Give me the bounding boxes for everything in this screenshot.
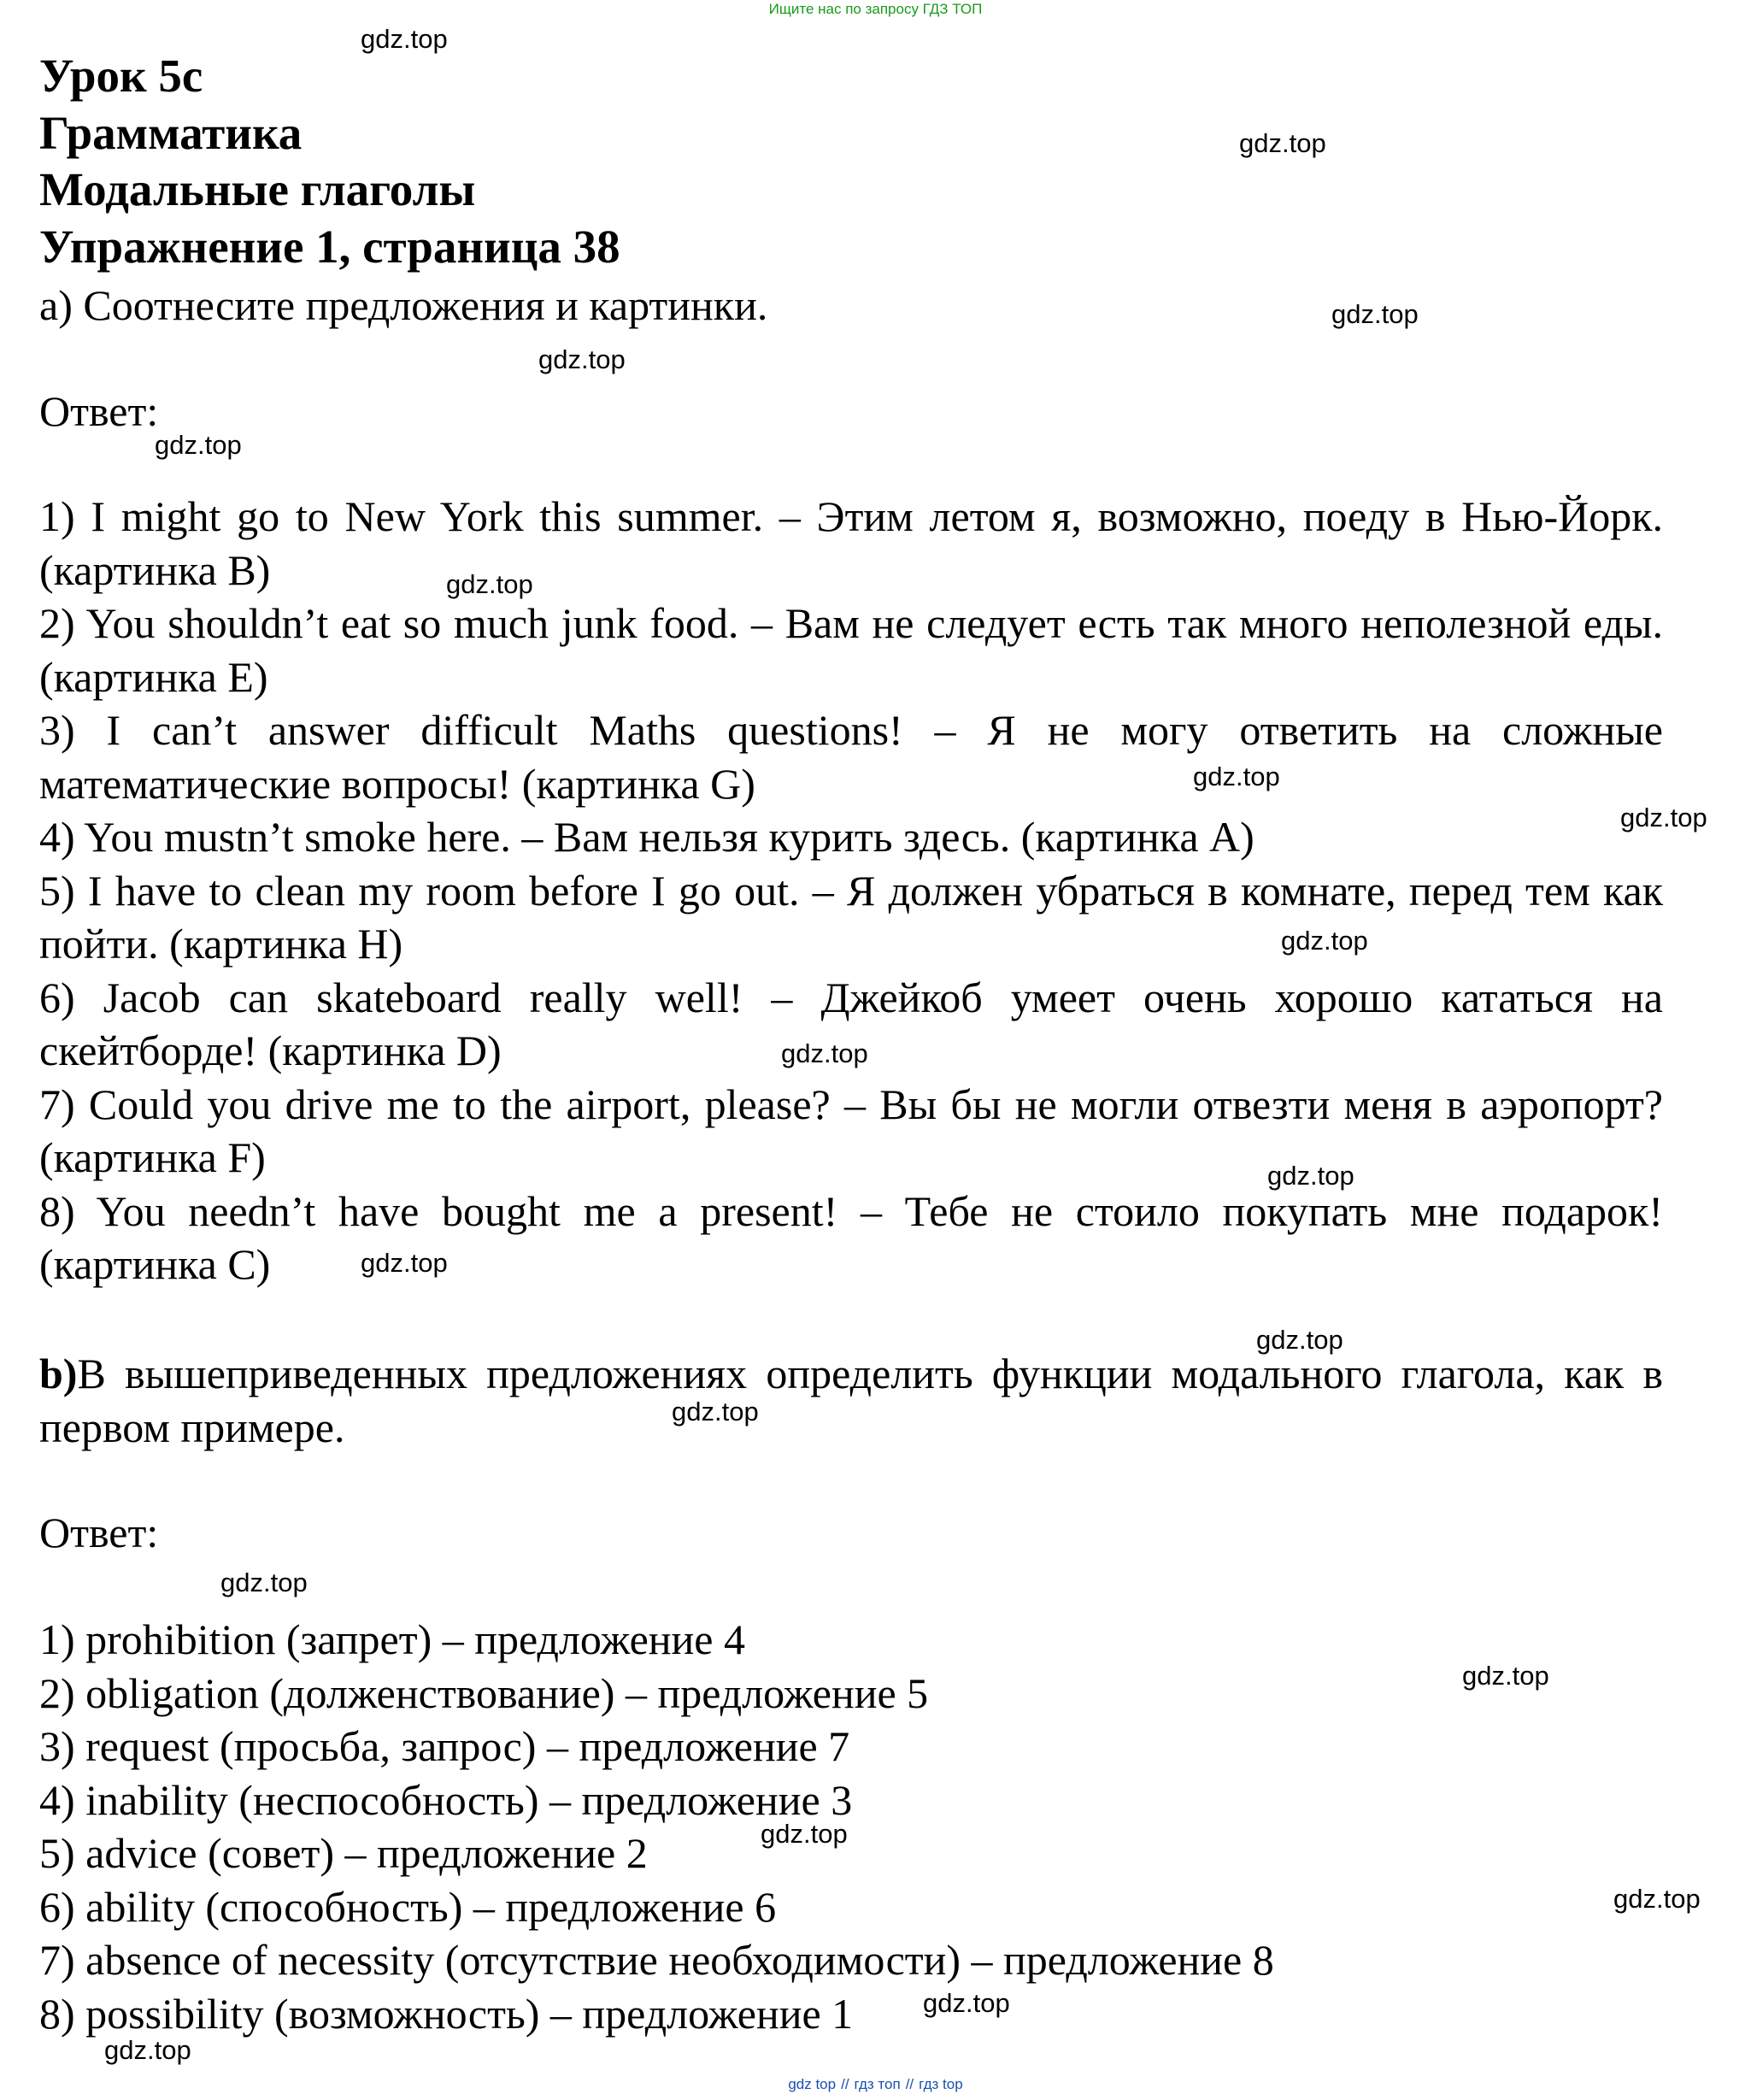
footer-separator: //: [905, 2076, 914, 2092]
watermark: gdz.top: [1331, 299, 1419, 329]
answer-b-item-5: 5) advice (совет) – предложение 2: [39, 1829, 648, 1877]
answer-a-list: [39, 490, 1663, 1291]
watermark: gdz.top: [1193, 762, 1280, 791]
answer-a-item-2: 2) You shouldn’t eat so much junk food. – Вам не следует есть так много неполезной еды. (картинка E): [39, 599, 1663, 701]
task-b-label: b): [39, 1350, 78, 1397]
watermark: gdz.top: [446, 569, 533, 599]
watermark: gdz.top: [672, 1397, 759, 1426]
answer-a-item-4: 4) You mustn’t smoke here. – Вам нельзя курить здесь. (картинка A): [39, 813, 1254, 861]
answer-a-item-6: 6) Jacob can skateboard really well! – Джейкоб умеет очень хорошо кататься на скейтборде! (картинка D): [39, 973, 1663, 1074]
exercise-title: Упражнение 1, страница 38: [39, 221, 620, 273]
answer-a-item-3: 3) I can’t answer difficult Maths questions! – Я не могу ответить на сложные математические вопросы! (картинка G): [39, 706, 1663, 808]
task-a-text: а) Соотнесите предложения и картинки.: [39, 281, 768, 329]
watermark: gdz.top: [1256, 1325, 1343, 1355]
footer-link-gdz-top-ru[interactable]: гдз топ: [854, 2076, 901, 2092]
watermark: gdz.top: [361, 24, 448, 54]
task-b-body: В вышеприведенных предложениях определить функции модального глагола, как в первом примере.: [39, 1350, 1663, 1451]
answer-b-label: Ответ:: [39, 1509, 159, 1556]
answer-a-item-8: 8) You needn’t have bought me a present! – Тебе не стоило покупать мне подарок! (картинка C): [39, 1186, 1663, 1288]
answer-b-item-3: 3) request (просьба, запрос) – предложение 7: [39, 1722, 850, 1770]
watermark: gdz.top: [761, 1819, 848, 1849]
watermark: gdz.top: [361, 1248, 448, 1278]
answer-b-list: [39, 1613, 1663, 2040]
section-title: Грамматика: [39, 107, 303, 159]
answer-a-item-1: 1) I might go to New York this summer. – Этим летом я, возможно, поеду в Нью-Йорк. (картинка B): [39, 492, 1663, 594]
answer-b-item-2: 2) obligation (долженствование) – предложение 5: [39, 1668, 929, 1717]
watermark: gdz.top: [1281, 926, 1368, 956]
answer-b-item-1: 1) prohibition (запрет) – предложение 4: [39, 1615, 745, 1663]
watermark: gdz.top: [1462, 1661, 1549, 1691]
lesson-title: Урок 5c: [39, 50, 203, 102]
task-b-text: [39, 1347, 1663, 1454]
topic-title: Модальные глаголы: [39, 163, 476, 215]
answer-a-item-5: 5) I have to clean my room before I go out. – Я должен убраться в комнате, перед тем как пойти. (картинка H): [39, 866, 1663, 968]
watermark: gdz.top: [155, 430, 242, 460]
site-search-note: Ищите нас по запросу ГДЗ ТОП: [768, 1, 983, 17]
answer-b-item-6: 6) ability (способность) – предложение 6: [39, 1882, 777, 1931]
watermark: gdz.top: [923, 1988, 1010, 2018]
answer-b-item-7: 7) absence of necessity (отсутствие необходимости) – предложение 8: [39, 1936, 1274, 1984]
watermark: gdz.top: [1613, 1884, 1701, 1914]
watermark: gdz.top: [781, 1038, 868, 1068]
watermark: gdz.top: [104, 2035, 191, 2065]
watermark: gdz.top: [1239, 128, 1326, 158]
footer-links: [0, 2075, 1751, 2094]
footer-separator: //: [841, 2076, 849, 2092]
watermark: gdz.top: [220, 1568, 308, 1597]
answer-a-label: Ответ:: [39, 387, 159, 435]
watermark: gdz.top: [1267, 1161, 1354, 1191]
answer-a-item-7: 7) Could you drive me to the airport, please? – Вы бы не могли отвезти меня в аэропорт? (картинка F): [39, 1079, 1663, 1181]
footer-link-gdz-top[interactable]: gdz top: [788, 2076, 837, 2092]
answer-b-item-4: 4) inability (неспособность) – предложение 3: [39, 1775, 853, 1824]
footer-link-gdz-top-mixed[interactable]: гдз top: [919, 2076, 963, 2092]
watermark: gdz.top: [1620, 803, 1707, 832]
answer-b-item-8: 8) possibility (возможность) – предложение 1: [39, 1989, 854, 2038]
watermark: gdz.top: [538, 344, 626, 374]
